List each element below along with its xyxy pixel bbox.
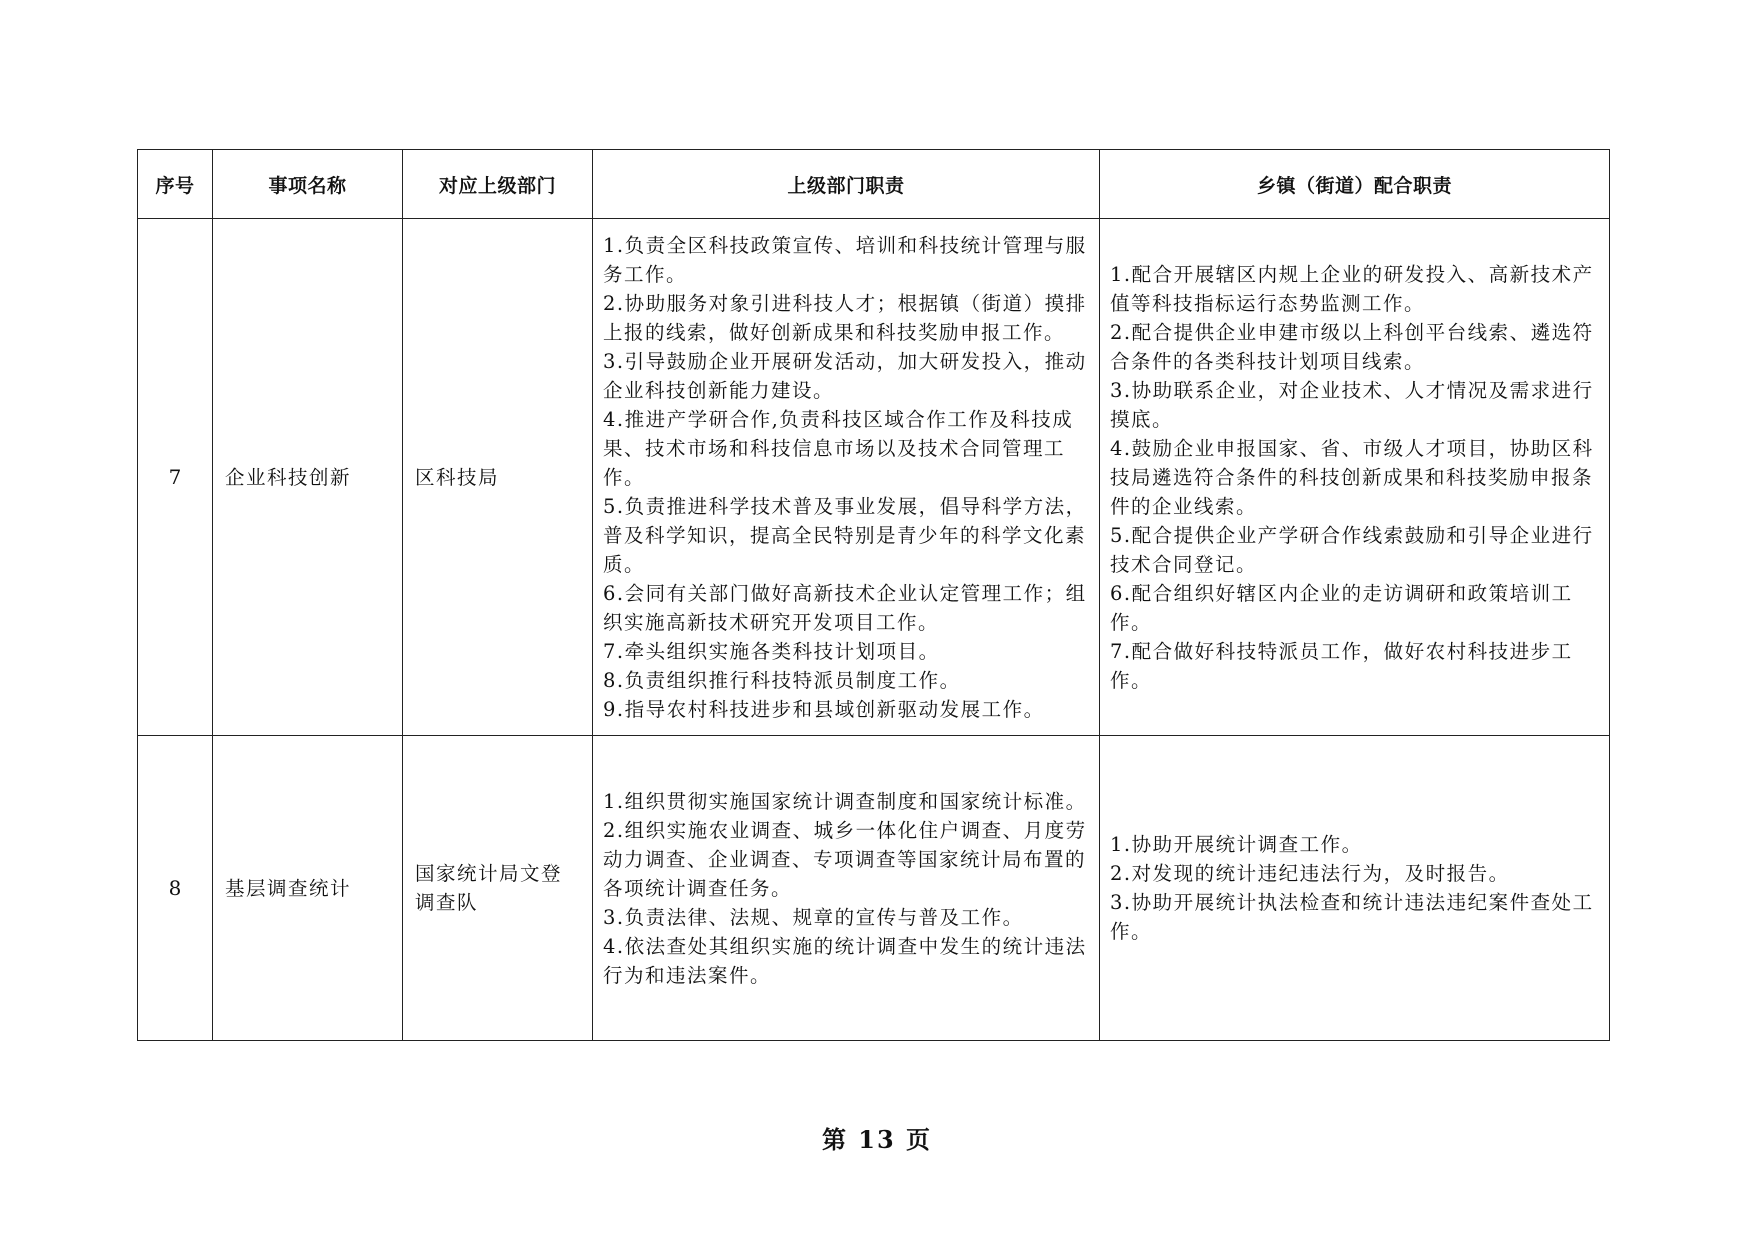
list-item: 8.负责组织推行科技特派员制度工作。 (603, 668, 961, 692)
coop-list (1110, 260, 1601, 695)
town-cooperation-duties (1100, 736, 1610, 1041)
responsibility-table (137, 149, 1610, 1041)
item-name: 基层调查统计 (213, 736, 403, 1041)
list-item: 4.鼓励企业申报国家、省、市级人才项目，协助区科技局遴选符合条件的科技创新成果和科技奖励申报条件的企业线索。 (1110, 436, 1594, 518)
list-item: 2.协助服务对象引进科技人才；根据镇（街道）摸排上报的线索，做好创新成果和科技奖励申报工作。 (603, 291, 1087, 344)
list-item: 1.协助开展统计调查工作。 (1110, 833, 1363, 856)
list-item: 3.负责法律、法规、规章的宣传与普及工作。 (603, 905, 1024, 929)
header-row (138, 150, 1610, 219)
list-item: 3.协助开展统计执法检查和统计违法违纪案件查处工作。 (1110, 891, 1594, 943)
list-item: 7.配合做好科技特派员工作，做好农村科技进步工作。 (1110, 639, 1573, 692)
list-item: 2.组织实施农业调查、城乡一体化住户调查、月度劳动力调查、企业调查、专项调查等国家统计局布置的各项统计调查任务。 (603, 818, 1087, 900)
coop-list (1110, 830, 1601, 946)
page-number: 第 13 页 (821, 1125, 933, 1154)
row-number: 8 (138, 736, 213, 1041)
header-dept: 对应上级部门 (403, 150, 593, 219)
list-item: 1.配合开展辖区内规上企业的研发投入、高新技术产值等科技指标运行态势监测工作。 (1110, 262, 1594, 315)
table-row (138, 736, 1610, 1041)
list-item: 4.推进产学研合作,负责科技区域合作工作及科技成果、技术市场和科技信息市场以及技术合同管理工作。 (603, 407, 1074, 489)
department: 区科技局 (403, 219, 593, 736)
item-name: 企业科技创新 (213, 219, 403, 736)
list-item: 3.引导鼓励企业开展研发活动，加大研发投入，推动企业科技创新能力建设。 (603, 349, 1087, 402)
row-number: 7 (138, 219, 213, 736)
department: 国家统计局文登调查队 (403, 736, 593, 1041)
list-item: 5.负责推进科学技术普及事业发展，倡导科学方法，普及科学知识，提高全民特别是青少年的科学文化素质。 (603, 494, 1087, 576)
header-no: 序号 (138, 150, 213, 219)
list-item: 5.配合提供企业产学研合作线索鼓励和引导企业进行技术合同登记。 (1110, 523, 1594, 576)
town-cooperation-duties (1100, 219, 1610, 736)
table-row (138, 219, 1610, 736)
list-item: 2.对发现的统计违纪违法行为，及时报告。 (1110, 862, 1510, 885)
list-item: 6.配合组织好辖区内企业的走访调研和政策培训工作。 (1110, 581, 1573, 634)
superior-duties (593, 219, 1100, 736)
list-item: 3.协助联系企业，对企业技术、人才情况及需求进行摸底。 (1110, 378, 1594, 431)
list-item: 1.组织贯彻实施国家统计调查制度和国家统计标准。 (603, 789, 1087, 813)
list-item: 4.依法查处其组织实施的统计调查中发生的统计违法行为和违法案件。 (603, 934, 1087, 987)
list-item: 9.指导农村科技进步和县域创新驱动发展工作。 (603, 697, 1045, 721)
list-item: 6.会同有关部门做好高新技术企业认定管理工作；组织实施高新技术研究开发项目工作。 (603, 581, 1087, 634)
duty-list (603, 231, 1091, 724)
header-duty: 上级部门职责 (593, 150, 1100, 219)
header-name: 事项名称 (213, 150, 403, 219)
header-coop: 乡镇（街道）配合职责 (1100, 150, 1610, 219)
list-item: 2.配合提供企业申建市级以上科创平台线索、遴选符合条件的各类科技计划项目线索。 (1110, 320, 1594, 373)
list-item: 1.负责全区科技政策宣传、培训和科技统计管理与服务工作。 (603, 233, 1087, 286)
list-item: 7.牵头组织实施各类科技计划项目。 (603, 639, 940, 663)
superior-duties (593, 736, 1100, 1041)
duty-list (603, 787, 1091, 990)
